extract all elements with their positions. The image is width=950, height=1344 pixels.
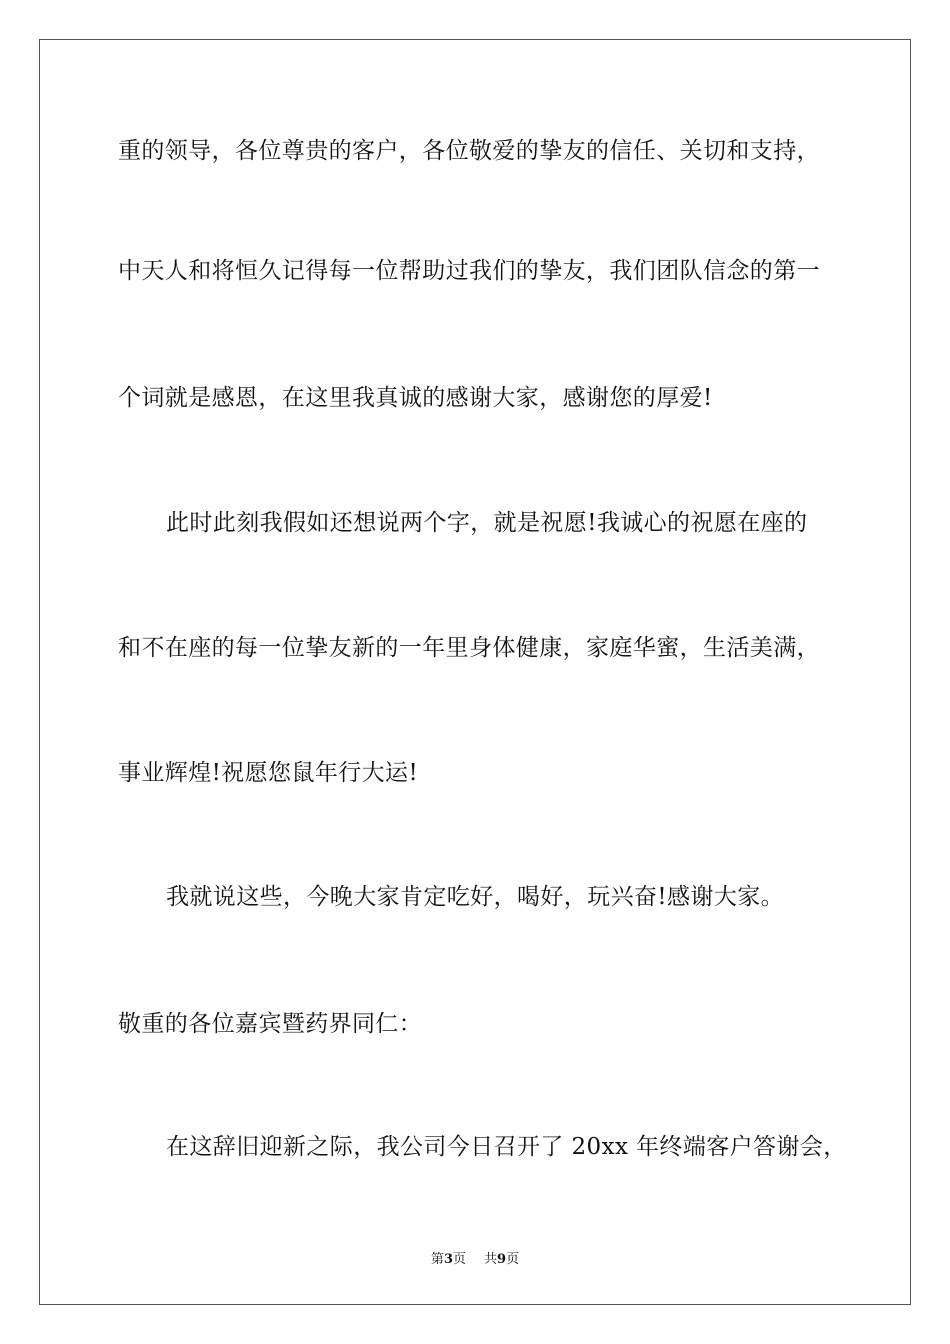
- paragraph-line-9: 在这辞旧迎新之际，我公司今日召开了 20xx 年终端客户答谢会，: [166, 1134, 847, 1160]
- paragraph-line-6: 事业辉煌!祝愿您鼠年行大运!: [118, 760, 419, 786]
- page-prefix: 第: [430, 1252, 444, 1267]
- current-page-number: 3: [443, 1252, 453, 1267]
- paragraph-line-1: 重的领导，各位尊贵的客户，各位敬爱的挚友的信任、关切和支持，: [118, 138, 820, 164]
- paragraph-line-3: 个词就是感恩，在这里我真诚的感谢大家，感谢您的厚爱!: [118, 385, 713, 411]
- paragraph-line-4: 此时此刻我假如还想说两个字，就是祝愿!我诚心的祝愿在座的: [166, 510, 808, 536]
- total-page-number: 9: [497, 1252, 507, 1267]
- page-suffix: 页: [452, 1252, 466, 1267]
- paragraph-line-5: 和不在座的每一位挚友新的一年里身体健康，家庭华蜜，生活美满，: [118, 635, 820, 661]
- page-border: [39, 39, 911, 1305]
- paragraph-line-2: 中天人和将恒久记得每一位帮助过我们的挚友，我们团队信念的第一: [118, 258, 820, 284]
- page-footer: [0, 1248, 950, 1267]
- salutation-line: 敬重的各位嘉宾暨药界同仁：: [118, 1011, 423, 1037]
- total-prefix: 共: [484, 1252, 498, 1267]
- paragraph-line-7: 我就说这些，今晚大家肯定吃好，喝好，玩兴奋!感谢大家。: [166, 884, 785, 910]
- total-suffix: 页: [506, 1252, 520, 1267]
